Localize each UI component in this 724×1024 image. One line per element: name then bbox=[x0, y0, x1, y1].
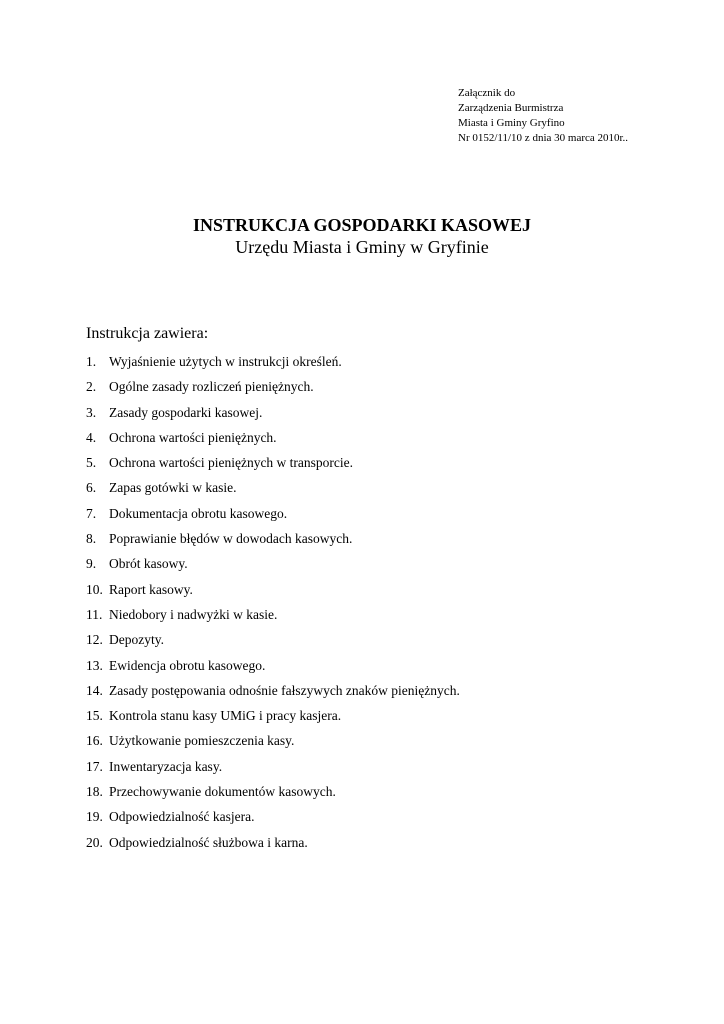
item-text: Odpowiedzialność służbowa i karna. bbox=[109, 834, 308, 850]
list-item bbox=[86, 833, 460, 858]
list-item bbox=[86, 681, 460, 706]
item-number: 4. bbox=[86, 429, 97, 445]
list-item bbox=[86, 630, 460, 655]
item-text: Niedobory i nadwyżki w kasie. bbox=[109, 606, 278, 622]
annex-line: Miasta i Gminy Gryfino bbox=[458, 117, 565, 129]
item-text: Ochrona wartości pieniężnych. bbox=[109, 429, 277, 445]
list-item bbox=[86, 428, 460, 453]
item-number: 14. bbox=[86, 682, 103, 698]
item-number: 15. bbox=[86, 708, 103, 724]
item-text: Inwentaryzacja kasy. bbox=[109, 758, 223, 774]
item-number: 13. bbox=[86, 657, 103, 673]
item-number: 11. bbox=[86, 606, 103, 622]
item-number: 10. bbox=[86, 581, 103, 597]
list-item bbox=[86, 731, 460, 756]
item-text: Depozyty. bbox=[109, 632, 164, 648]
item-text: Przechowywanie dokumentów kasowych. bbox=[109, 784, 336, 800]
item-number: 20. bbox=[86, 834, 103, 850]
item-text: Zasady postępowania odnośnie fałszywych znaków pieniężnych. bbox=[109, 682, 460, 698]
item-number: 18. bbox=[86, 784, 103, 800]
list-item bbox=[86, 529, 460, 554]
list-item bbox=[86, 504, 460, 529]
list-item bbox=[86, 807, 460, 832]
list-item bbox=[86, 656, 460, 681]
item-text: Ewidencja obrotu kasowego. bbox=[109, 657, 266, 673]
list-item bbox=[86, 605, 460, 630]
list-item bbox=[86, 706, 460, 731]
annex-line: Zarządzenia Burmistrza bbox=[458, 102, 564, 114]
list-item bbox=[86, 782, 460, 807]
list-item bbox=[86, 554, 460, 579]
item-number: 9. bbox=[86, 556, 97, 572]
annex-line: Nr 0152/11/10 z dnia 30 marca 2010r.. bbox=[458, 132, 629, 144]
item-text: Poprawianie błędów w dowodach kasowych. bbox=[109, 531, 353, 547]
intro-heading: Instrukcja zawiera: bbox=[86, 325, 209, 342]
item-number: 3. bbox=[86, 404, 97, 420]
table-of-contents bbox=[86, 352, 460, 858]
item-text: Kontrola stanu kasy UMiG i pracy kasjera. bbox=[109, 708, 342, 724]
item-number: 17. bbox=[86, 758, 103, 774]
list-item bbox=[86, 757, 460, 782]
item-number: 7. bbox=[86, 505, 97, 521]
item-text: Dokumentacja obrotu kasowego. bbox=[109, 505, 288, 521]
item-text: Użytkowanie pomieszczenia kasy. bbox=[109, 733, 295, 749]
item-number: 19. bbox=[86, 809, 103, 825]
item-text: Wyjaśnienie użytych w instrukcji określeń. bbox=[109, 354, 342, 369]
item-number: 12. bbox=[86, 632, 103, 648]
item-text: Zapas gotówki w kasie. bbox=[109, 480, 237, 496]
document-title: INSTRUKCJA GOSPODARKI KASOWEJ bbox=[192, 215, 532, 235]
item-number: 16. bbox=[86, 733, 103, 749]
item-text: Raport kasowy. bbox=[109, 581, 193, 597]
item-text: Zasady gospodarki kasowej. bbox=[109, 404, 263, 420]
item-number: 6. bbox=[86, 480, 97, 496]
item-number: 5. bbox=[86, 455, 97, 471]
item-text: Obrót kasowy. bbox=[109, 556, 188, 572]
list-item bbox=[86, 478, 460, 503]
annex-note bbox=[458, 86, 628, 146]
list-item bbox=[86, 580, 460, 605]
item-number: 8. bbox=[86, 531, 97, 547]
list-item bbox=[86, 403, 460, 428]
item-text: Ogólne zasady rozliczeń pieniężnych. bbox=[109, 379, 314, 395]
list-item bbox=[86, 453, 460, 478]
item-text: Ochrona wartości pieniężnych w transporcie. bbox=[109, 455, 354, 471]
document-subtitle: Urzędu Miasta i Gminy w Gryfinie bbox=[235, 237, 489, 257]
title-block bbox=[0, 214, 724, 258]
list-item bbox=[86, 377, 460, 402]
annex-line: Załącznik do bbox=[458, 87, 516, 99]
item-text: Odpowiedzialność kasjera. bbox=[109, 809, 255, 825]
item-number: 2. bbox=[86, 379, 97, 395]
item-number: 1. bbox=[86, 354, 97, 369]
list-item bbox=[86, 352, 460, 377]
